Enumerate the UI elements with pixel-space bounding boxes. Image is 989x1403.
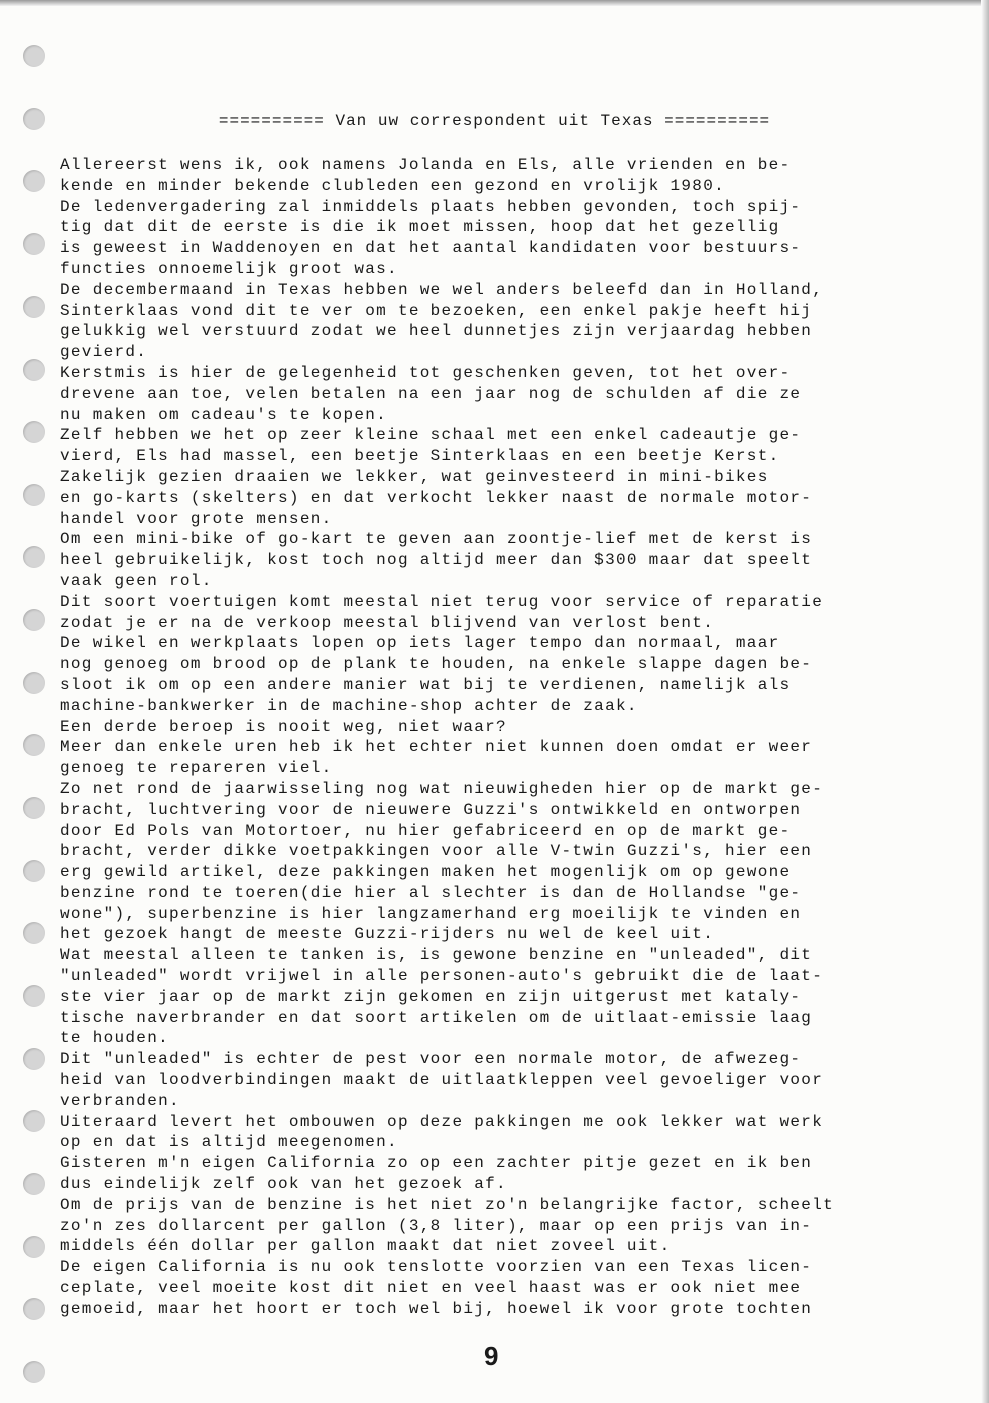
- text-line: verbranden.: [60, 1091, 180, 1110]
- punch-hole: [23, 1048, 45, 1070]
- text-line: vierd, Els had massel, een beetje Sinterklaas en een beetje Kerst.: [60, 447, 780, 466]
- text-line: ceplate, veel moeite kost dit niet en veel haast was er ook niet mee: [60, 1279, 802, 1298]
- punch-hole: [23, 860, 45, 882]
- article-header: ========== Van uw correspondent uit Texas ==========: [218, 112, 771, 130]
- punch-hole: [23, 734, 45, 756]
- punch-hole: [23, 233, 45, 255]
- text-line: zodat je er na de verkoop meestal blijvend van verlost bent.: [60, 613, 715, 632]
- text-line: te houden.: [60, 1029, 170, 1048]
- punch-hole: [23, 1298, 45, 1320]
- punch-holes: [0, 0, 60, 1403]
- text-line: gelukkig wel verstuurd zodat we heel dunnetjes zijn verjaardag hebben: [60, 322, 813, 341]
- text-line: erg gewild artikel, deze pakkingen maken het mogenlijk om op gewone: [60, 863, 791, 882]
- punch-hole: [23, 922, 45, 944]
- punch-hole: [23, 672, 45, 694]
- text-line: Dit soort voertuigen komt meestal niet terug voor service of reparatie: [60, 592, 824, 611]
- text-line: Allereerst wens ik, ook namens Jolanda en Els, alle vrienden en be-: [60, 156, 791, 174]
- text-line: functies onnoemelijk groot was.: [60, 259, 398, 278]
- text-line: Zo net rond de jaarwisseling nog wat nieuwigheden hier op de markt ge-: [60, 779, 824, 798]
- text-line: middels één dollar per gallon maakt dat niet zoveel uit.: [60, 1237, 671, 1256]
- punch-hole: [23, 609, 45, 631]
- text-line: heid van loodverbindingen maakt de uitlaatkleppen veel gevoeliger voor: [60, 1071, 824, 1090]
- page-right-edge: [981, 0, 989, 1403]
- punch-hole: [23, 45, 45, 67]
- text-line: Een derde beroep is nooit weg, niet waar?: [60, 717, 507, 736]
- text-line: De decembermaand in Texas hebben we wel anders beleefd dan in Holland,: [60, 280, 824, 299]
- text-line: nu maken om cadeau's te kopen.: [60, 405, 388, 424]
- text-line: op en dat is altijd meegenomen.: [60, 1133, 398, 1152]
- text-line: Gisteren m'n eigen California zo op een zachter pitje gezet en ik ben: [60, 1154, 813, 1173]
- text-line: gemoeid, maar het hoort er toch wel bij, hoewel ik voor grote tochten: [60, 1299, 813, 1318]
- text-line: "unleaded" wordt vrijwel in alle personen-auto's gebruikt die de laat-: [60, 967, 824, 986]
- text-line: bracht, verder dikke voetpakkingen voor alle V-twin Guzzi's, hier een: [60, 842, 813, 861]
- text-line: De wikel en werkplaats lopen op iets lager tempo dan normaal, maar: [60, 634, 780, 653]
- text-line: nog genoeg om brood op de plank te houden, na enkele slappe dagen be-: [60, 655, 813, 674]
- text-line: drevene aan toe, velen betalen na een jaar nog de schulden af die ze: [60, 384, 802, 403]
- punch-hole: [23, 1110, 45, 1132]
- punch-hole: [23, 546, 45, 568]
- text-line: gevierd.: [60, 343, 148, 362]
- punch-hole: [23, 484, 45, 506]
- page-number: 9: [484, 1341, 499, 1371]
- article-body: [60, 155, 960, 1320]
- text-line: het gezoek hangt de meeste Guzzi-rijders nu wel de keel uit.: [60, 925, 715, 944]
- text-line: sloot ik om op een andere manier wat bij te verdienen, namelijk als: [60, 675, 791, 694]
- text-line: wone"), superbenzine is hier langzamerhand erg moeilijk te vinden en: [60, 904, 802, 923]
- punch-hole: [23, 421, 45, 443]
- text-line: Om de prijs van de benzine is het niet zo'n belangrijke factor, scheelt: [60, 1195, 835, 1214]
- punch-hole: [23, 359, 45, 381]
- text-line: Wat meestal alleen te tanken is, is gewone benzine en "unleaded", dit: [60, 946, 813, 965]
- text-line: vaak geen rol.: [60, 571, 213, 590]
- punch-hole: [23, 985, 45, 1007]
- punch-hole: [23, 296, 45, 318]
- punch-hole: [23, 1236, 45, 1258]
- text-line: tig dat dit de eerste is die ik moet missen, hoop dat het gezellig: [60, 218, 780, 237]
- text-line: De ledenvergadering zal inmiddels plaats hebben gevonden, toch spij-: [60, 197, 802, 216]
- text-line: Dit "unleaded" is echter de pest voor een normale motor, de afwezeg-: [60, 1050, 802, 1069]
- text-line: benzine rond te toeren(die hier al slechter is dan de Hollandse "ge-: [60, 883, 802, 902]
- punch-hole: [23, 1173, 45, 1195]
- text-line: kende en minder bekende clubleden een gezond en vrolijk 1980.: [60, 176, 725, 195]
- punch-hole: [23, 797, 45, 819]
- text-line: door Ed Pols van Motortoer, nu hier gefabriceerd en op de markt ge-: [60, 821, 791, 840]
- page-top-edge: [0, 0, 989, 6]
- text-line: machine-bankwerker in de machine-shop achter de zaak.: [60, 696, 638, 715]
- text-line: is geweest in Waddenoyen en dat het aantal kandidaten voor bestuurs-: [60, 239, 802, 258]
- text-line: De eigen California is nu ook tenslotte voorzien van een Texas licen-: [60, 1258, 813, 1277]
- text-line: dus eindelijk zelf ook van het gezoek af.: [60, 1175, 507, 1194]
- text-line: Zelf hebben we het op zeer kleine schaal met een enkel cadeautje ge-: [60, 426, 802, 445]
- punch-hole: [23, 1361, 45, 1383]
- text-line: Sinterklaas vond dit te ver om te bezoeken, een enkel pakje heeft hij: [60, 301, 813, 320]
- text-line: Om een mini-bike of go-kart te geven aan zoontje-lief met de kerst is: [60, 530, 813, 549]
- text-line: ste vier jaar op de markt zijn gekomen en zijn uitgerust met kataly-: [60, 987, 802, 1006]
- text-line: Meer dan enkele uren heb ik het echter niet kunnen doen omdat er weer: [60, 738, 813, 757]
- text-line: zo'n zes dollarcent per gallon (3,8 liter), maar op een prijs van in-: [60, 1216, 813, 1235]
- punch-hole: [23, 170, 45, 192]
- text-line: tische naverbrander en dat soort artikelen om de uitlaat-emissie laag: [60, 1008, 813, 1027]
- text-line: bracht, luchtvering voor de nieuwere Guzzi's ontwikkeld en ontworpen: [60, 800, 802, 819]
- text-line: Zakelijk gezien draaien we lekker, wat geinvesteerd in mini-bikes: [60, 467, 769, 486]
- text-line: Uiteraard levert het ombouwen op deze pakkingen me ook lekker wat werk: [60, 1112, 824, 1131]
- text-line: handel voor grote mensen.: [60, 509, 333, 528]
- text-line: heel gebruikelijk, kost toch nog altijd meer dan $300 maar dat speelt: [60, 551, 813, 570]
- text-line: en go-karts (skelters) en dat verkocht lekker naast de normale motor-: [60, 488, 813, 507]
- text-line: genoeg te repareren viel.: [60, 759, 333, 778]
- text-line: Kerstmis is hier de gelegenheid tot geschenken geven, tot het over-: [60, 363, 791, 382]
